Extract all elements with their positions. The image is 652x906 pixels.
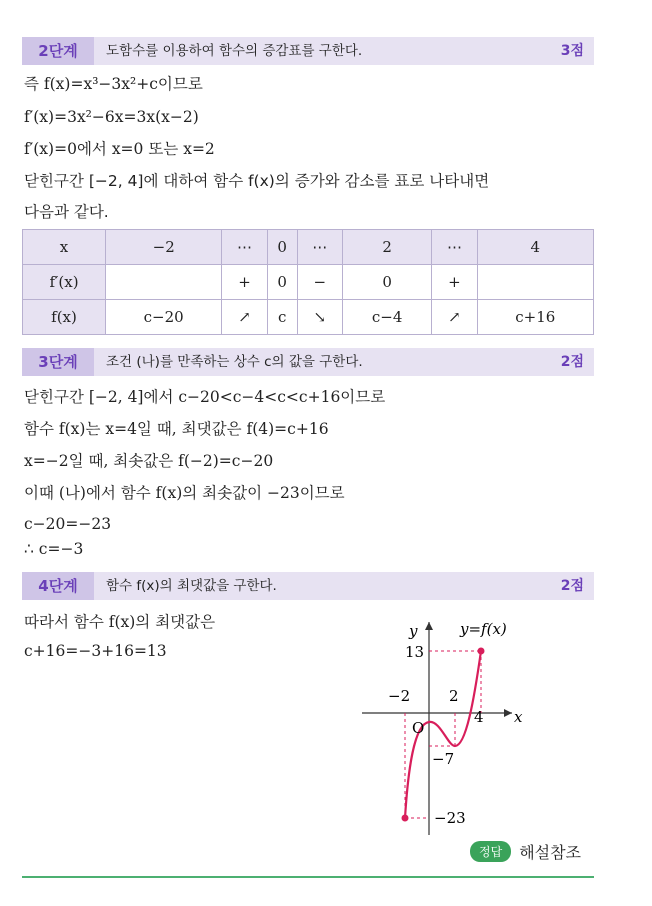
text-line: 함수 f(x)는 x=4일 때, 최댓값은 f(4)=c+16 xyxy=(24,420,329,438)
table-cell: ⋯ xyxy=(297,230,342,265)
answer-box xyxy=(470,840,581,863)
max-endpoint xyxy=(478,648,485,655)
min-endpoint xyxy=(402,815,409,822)
step-title: 조건 (나)를 만족하는 상수 c의 값을 구한다. xyxy=(106,354,363,370)
text-line: 이때 (나)에서 함수 f(x)의 최솟값이 −23이므로 xyxy=(24,484,345,502)
table-cell: 0 xyxy=(342,265,431,300)
table-cell: ↗ xyxy=(432,300,477,335)
y-tick-label: −23 xyxy=(434,809,466,827)
table-cell: ⋯ xyxy=(432,230,477,265)
table-cell: f(x) xyxy=(23,300,106,335)
table-cell: c−4 xyxy=(342,300,431,335)
x-axis-arrow xyxy=(504,709,512,717)
y-axis-label: y xyxy=(409,622,418,640)
table-cell: + xyxy=(222,265,267,300)
table-cell: ↗ xyxy=(222,300,267,335)
table-cell: ⋯ xyxy=(222,230,267,265)
table-cell: x xyxy=(23,230,106,265)
text-line: 다음과 같다. xyxy=(24,203,109,221)
table-cell: 0 xyxy=(267,230,297,265)
table-cell: −2 xyxy=(106,230,222,265)
step-badge: 2단계 xyxy=(22,37,94,65)
step-points: 3점 xyxy=(560,43,584,59)
table-cell: 2 xyxy=(342,230,431,265)
text-line: f′(x)=0에서 x=0 또는 x=2 xyxy=(24,140,215,158)
table-cell: 4 xyxy=(477,230,593,265)
table-cell: c−20 xyxy=(106,300,222,335)
table-cell: ↘ xyxy=(297,300,342,335)
y-axis-arrow xyxy=(425,622,433,630)
curve-label: y=f(x) xyxy=(460,620,507,638)
x-tick-label: 4 xyxy=(474,708,484,726)
table-cell: + xyxy=(432,265,477,300)
bottom-divider xyxy=(22,876,594,878)
step-points: 2점 xyxy=(560,354,584,370)
answer-badge: 정답 xyxy=(470,841,511,862)
table-cell: c xyxy=(267,300,297,335)
table-cell: 0 xyxy=(267,265,297,300)
text-line: ∴ c=−3 xyxy=(24,540,84,558)
y-tick-label: 13 xyxy=(405,643,425,661)
text-line: 닫힌구간 [−2, 4]에서 c−20<c−4<c<c+16이므로 xyxy=(24,388,386,406)
x-tick-label: −2 xyxy=(388,687,411,705)
text-line: x=−2일 때, 최솟값은 f(−2)=c−20 xyxy=(24,452,274,470)
answer-text: 해설참조 xyxy=(519,843,582,862)
step-title: 함수 f(x)의 최댓값을 구한다. xyxy=(106,578,277,594)
origin-label: O xyxy=(412,719,425,737)
y-tick-label: −7 xyxy=(432,750,455,768)
text-line: 즉 f(x)=x³−3x²+c이므로 xyxy=(24,75,203,93)
x-axis-label: x xyxy=(514,708,523,726)
table-cell: c+16 xyxy=(477,300,593,335)
step-title: 도함수를 이용하여 함수의 증감표를 구한다. xyxy=(106,43,363,59)
step-badge: 3단계 xyxy=(22,348,94,376)
text-line: c+16=−3+16=13 xyxy=(24,642,167,660)
text-line: 따라서 함수 f(x)의 최댓값은 xyxy=(24,613,216,631)
step-points: 2점 xyxy=(560,578,584,594)
text-line: c−20=−23 xyxy=(24,515,112,533)
step-badge: 4단계 xyxy=(22,572,94,600)
x-tick-label: 2 xyxy=(449,687,459,705)
text-line: f′(x)=3x²−6x=3x(x−2) xyxy=(24,108,199,126)
table-cell: − xyxy=(297,265,342,300)
table-cell: f′(x) xyxy=(23,265,106,300)
text-line: 닫힌구간 [−2, 4]에 대하여 함수 f(x)의 증가와 감소를 표로 나타내면 xyxy=(24,172,490,190)
